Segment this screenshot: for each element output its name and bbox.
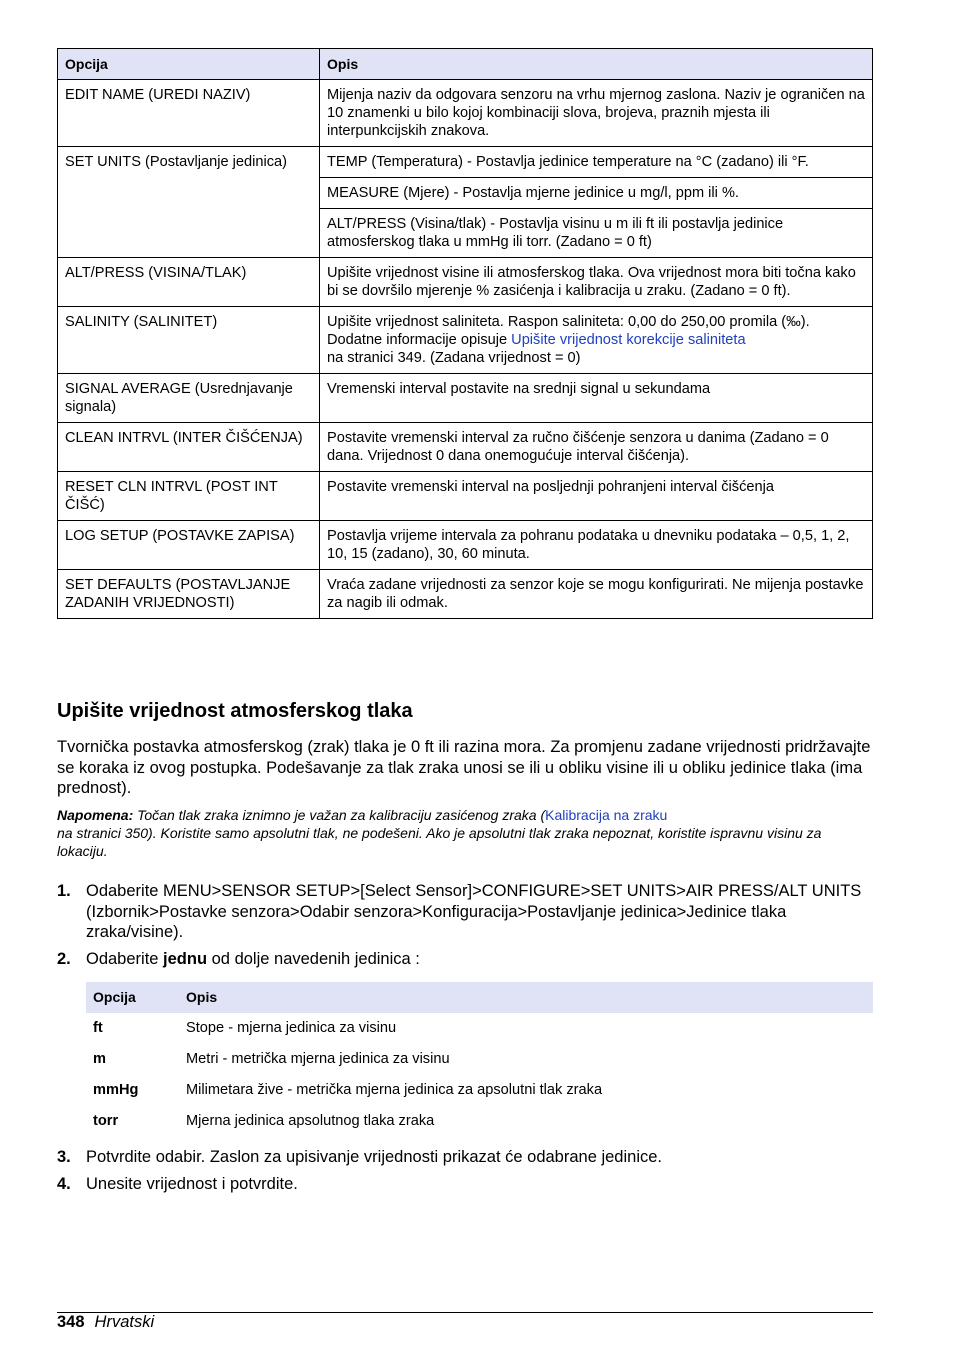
- step-text: Potvrdite odabir. Zaslon za upisivanje vrijednosti prikazat će odabrane jedinice.: [86, 1148, 662, 1166]
- option-cell: SET DEFAULTS (POSTAVLJANJE ZADANIH VRIJEDNOSTI): [58, 570, 320, 619]
- description-text: Upišite vrijednost saliniteta. Raspon saliniteta: 0,00 do 250,00 promila (‰). Dodatne informacije opisuje: [327, 314, 810, 348]
- table-row: [86, 1075, 873, 1106]
- option-cell: SET UNITS (Postavljanje jedinica): [58, 147, 320, 258]
- description-cell: Vremenski interval postavite na srednji signal u sekundama: [320, 374, 873, 423]
- table-row: [86, 1044, 873, 1075]
- step-number: 1.: [57, 882, 71, 900]
- description-text-after: na stranici 349. (Zadana vrijednost = 0): [327, 350, 581, 366]
- step-4: [57, 1174, 873, 1195]
- page-footer: [57, 1312, 154, 1332]
- step-number: 2.: [57, 950, 71, 968]
- step-text-before: Odaberite: [86, 950, 164, 968]
- step-text: [86, 949, 873, 970]
- unit-code: ft: [93, 1020, 103, 1036]
- footer-divider: [57, 1312, 873, 1313]
- option-cell: LOG SETUP (POSTAVKE ZAPISA): [58, 521, 320, 570]
- step-text: Unesite vrijednost i potvrdite.: [86, 1175, 298, 1193]
- column-header-description: Opis: [320, 49, 873, 80]
- table-row: [58, 307, 873, 374]
- step-3: [57, 1147, 873, 1168]
- step-1: [57, 881, 873, 943]
- description-cell: MEASURE (Mjere) - Postavlja mjerne jedinice u mg/l, ppm ili %.: [320, 178, 873, 209]
- page-number: 348: [57, 1313, 85, 1331]
- description-cell: [320, 307, 873, 374]
- description-cell: ALT/PRESS (Visina/tlak) - Postavlja visinu u m ili ft ili postavlja jedinice atmosferskog tlaka u mmHg ili torr. (Zadano = 0 ft): [320, 209, 873, 258]
- unit-code: mmHg: [93, 1082, 139, 1098]
- table-row: [58, 423, 873, 472]
- table-row: [86, 1106, 873, 1137]
- description-cell: TEMP (Temperatura) - Postavlja jedinice temperature na °C (zadano) ili °F.: [320, 147, 873, 178]
- units-table: [86, 982, 873, 1137]
- unit-description: Milimetara žive - metrička mjerna jedinica za apsolutni tlak zraka: [186, 1082, 603, 1098]
- column-header-description: Opis: [179, 982, 873, 1013]
- option-cell: RESET CLN INTRVL (POST INT ČIŠĆ): [58, 472, 320, 521]
- note-text-before: Točan tlak zraka iznimno je važan za kalibraciju zasićenog zraka (: [133, 807, 546, 823]
- table-row: [58, 521, 873, 570]
- step-number: 3.: [57, 1148, 71, 1166]
- footer-language: Hrvatski: [94, 1313, 155, 1331]
- option-cell: SALINITY (SALINITET): [58, 307, 320, 374]
- table-header-row: [58, 49, 873, 80]
- section-heading: Upišite vrijednost atmosferskog tlaka: [57, 700, 413, 722]
- option-cell: ALT/PRESS (VISINA/TLAK): [58, 258, 320, 307]
- step-number: 4.: [57, 1175, 71, 1193]
- table-row: [58, 80, 873, 147]
- note-label: Napomena:: [57, 807, 134, 823]
- option-cell: SIGNAL AVERAGE (Usrednjavanje signala): [58, 374, 320, 423]
- column-header-option: Opcija: [58, 49, 320, 80]
- description-cell: Vraća zadane vrijednosti za senzor koje se mogu konfigurirati. Ne mijenja postavke za nagib ili odmak.: [320, 570, 873, 619]
- table-row: [58, 147, 873, 178]
- option-cell: CLEAN INTRVL (INTER ČIŠĆENJA): [58, 423, 320, 472]
- description-cell: Postavite vremenski interval na posljednji pohranjeni interval čišćenja: [320, 472, 873, 521]
- intro-paragraph: Tvornička postavka atmosferskog (zrak) tlaka je 0 ft ili razina mora. Za promjenu zadane vrijednosti pridržavajte se koraka iz ovog postupka. Podešavanje za tlak zraka unosi se ili u obliku visine ili u obliku jedinice tlaka (ima prednost).: [57, 738, 871, 797]
- options-table: [57, 48, 873, 619]
- note-text-after: na stranici 350). Koristite samo apsolutni tlak, ne podešeni. Ako je apsolutni tlak zraka nepoznat, koristite ispravnu visinu za lokaciju.: [57, 825, 822, 859]
- option-cell: EDIT NAME (UREDI NAZIV): [58, 80, 320, 147]
- salinity-correction-link[interactable]: Upišite vrijednost korekcije saliniteta: [511, 332, 746, 348]
- unit-code: torr: [93, 1113, 119, 1129]
- unit-description: Stope - mjerna jedinica za visinu: [186, 1020, 397, 1036]
- unit-description: Mjerna jedinica apsolutnog tlaka zraka: [186, 1113, 435, 1129]
- description-cell: Upišite vrijednost visine ili atmosferskog tlaka. Ova vrijednost mora biti točna kako bi se dovršilo mjerenje % zasićenja i kalibracija u zraku. (Zadano = 0 ft).: [320, 258, 873, 307]
- step-text-after: od dolje navedenih jedinica :: [207, 950, 420, 968]
- table-row: [86, 1013, 873, 1044]
- note: [57, 806, 873, 860]
- table-header-row: [86, 982, 873, 1013]
- description-cell: Postavlja vrijeme intervala za pohranu podataka u dnevniku podataka – 0,5, 1, 2, 10, 15 (zadano), 30, 60 minuta.: [320, 521, 873, 570]
- air-calibration-link[interactable]: Kalibracija na zraku: [545, 807, 668, 823]
- table-row: [58, 374, 873, 423]
- step-text-bold: jednu: [163, 950, 208, 968]
- table-row: [58, 472, 873, 521]
- column-header-option: Opcija: [86, 982, 179, 1013]
- table-row: [58, 570, 873, 619]
- step-text: Odaberite MENU>SENSOR SETUP>[Select Sensor]>CONFIGURE>SET UNITS>AIR PRESS/ALT UNITS (Izbornik>Postavke senzora>Odabir senzora>Konfiguracija>Postavljanje jedinica>Jedinice tlaka zraka/visine).: [86, 882, 862, 941]
- unit-description: Metri - metrička mjerna jedinica za visinu: [186, 1051, 450, 1067]
- description-cell: Postavite vremenski interval za ručno čišćenje senzora u danima (Zadano = 0 dana. Vrijednost 0 dana onemogućuje interval čišćenja).: [320, 423, 873, 472]
- unit-code: m: [93, 1051, 106, 1067]
- table-row: [58, 258, 873, 307]
- step-2: [57, 949, 873, 970]
- description-cell: Mijenja naziv da odgovara senzoru na vrhu mjernog zaslona. Naziv je ograničen na 10 znamenki u bilo kojoj kombinaciji slova, brojeva, praznih mjesta ili interpunkcijskih znakova.: [320, 80, 873, 147]
